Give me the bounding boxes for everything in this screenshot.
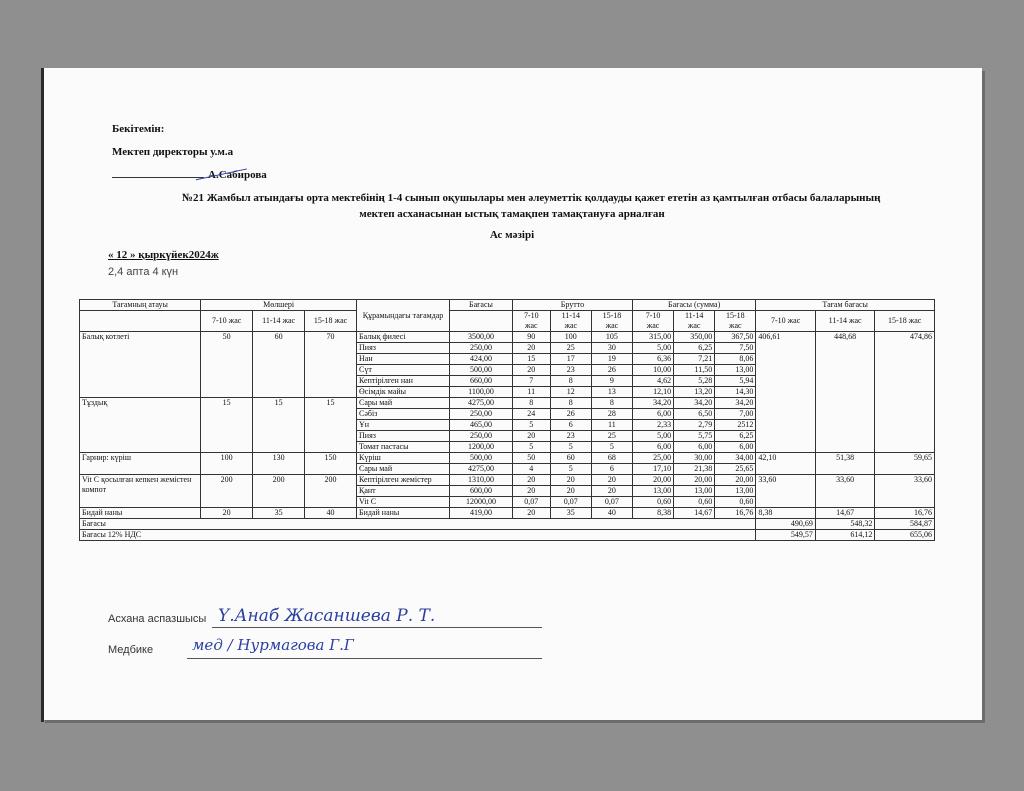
document-title-line1: №21 Жамбыл атындағы орта мектебінің 1-4 сынып оқушылары мен әлеуметтік қолдауды қажет ететін аз қамтылған отбасы балаларының bbox=[182, 192, 881, 204]
ingredient-name: Күріш bbox=[357, 453, 450, 464]
sum-cell: 0,60 bbox=[715, 497, 756, 508]
sum-cell: 20,00 bbox=[632, 475, 673, 486]
amount-cell: 130 bbox=[253, 453, 305, 475]
brutto-cell: 0,07 bbox=[550, 497, 591, 508]
approval-block bbox=[112, 118, 267, 187]
total-vat-value: 655,06 bbox=[875, 530, 935, 541]
sum-cell: 5,75 bbox=[674, 431, 715, 442]
brutto-age-11-14: 11-14 жас bbox=[550, 311, 591, 332]
amount-cell: 200 bbox=[201, 475, 253, 508]
sum-cell: 4,62 bbox=[632, 376, 673, 387]
dish-name: Гарнир: күріш bbox=[80, 453, 201, 475]
brutto-cell: 26 bbox=[591, 365, 632, 376]
sum-cell: 7,00 bbox=[715, 409, 756, 420]
header-price: Бағасы bbox=[450, 300, 513, 311]
dish-price-cell: 33,60 bbox=[875, 475, 935, 508]
sum-cell: 6,36 bbox=[632, 354, 673, 365]
menu-date: « 12 » қыркүйек2024ж bbox=[108, 249, 219, 261]
medic-label: Медбике bbox=[108, 644, 154, 656]
brutto-cell: 100 bbox=[550, 332, 591, 343]
brutto-cell: 68 bbox=[591, 453, 632, 464]
price-cell: 1310,00 bbox=[450, 475, 513, 486]
price-cell: 500,00 bbox=[450, 453, 513, 464]
sum-cell: 25,65 bbox=[715, 464, 756, 475]
sum-cell: 2,79 bbox=[674, 420, 715, 431]
brutto-cell: 8 bbox=[550, 398, 591, 409]
sum-cell: 6,00 bbox=[674, 442, 715, 453]
total-vat-row bbox=[80, 530, 935, 541]
total-vat-value: 614,12 bbox=[815, 530, 875, 541]
dish-price-cell: 42,10 bbox=[756, 453, 816, 475]
sum-cell: 6,00 bbox=[632, 442, 673, 453]
amount-cell: 35 bbox=[253, 508, 305, 519]
amount-cell: 60 bbox=[253, 332, 305, 398]
table-row bbox=[80, 475, 935, 486]
sum-cell: 13,00 bbox=[674, 486, 715, 497]
ingredient-name: Балық филесі bbox=[357, 332, 450, 343]
brutto-cell: 20 bbox=[512, 365, 550, 376]
brutto-cell: 5 bbox=[512, 420, 550, 431]
sum-cell: 8,38 bbox=[632, 508, 673, 519]
sum-cell: 17,10 bbox=[632, 464, 673, 475]
brutto-cell: 35 bbox=[550, 508, 591, 519]
sum-cell: 20,00 bbox=[674, 475, 715, 486]
sum-cell: 34,20 bbox=[715, 398, 756, 409]
sum-cell: 5,00 bbox=[632, 431, 673, 442]
sum-cell: 2512 bbox=[715, 420, 756, 431]
medic-signature: мед / Нурмагова Г.Г bbox=[192, 636, 354, 654]
price-cell: 250,00 bbox=[450, 431, 513, 442]
sum-cell: 6,25 bbox=[674, 343, 715, 354]
dish-price-cell: 59,65 bbox=[875, 453, 935, 475]
brutto-cell: 20 bbox=[512, 343, 550, 354]
price-cell: 660,00 bbox=[450, 376, 513, 387]
dish-price-age-11-14: 11-14 жас bbox=[815, 311, 875, 332]
brutto-cell: 90 bbox=[512, 332, 550, 343]
sum-cell: 11,50 bbox=[674, 365, 715, 376]
price-cell: 424,00 bbox=[450, 354, 513, 365]
sum-cell: 367,50 bbox=[715, 332, 756, 343]
header-sum: Бағасы (сумма) bbox=[632, 300, 755, 311]
dish-price-cell: 33,60 bbox=[815, 475, 875, 508]
sum-cell: 6,25 bbox=[715, 431, 756, 442]
price-cell: 600,00 bbox=[450, 486, 513, 497]
header-dish: Тағамның атауы bbox=[80, 300, 201, 311]
dish-price-cell: 14,67 bbox=[815, 508, 875, 519]
sum-cell: 30,00 bbox=[674, 453, 715, 464]
amount-cell: 40 bbox=[305, 508, 357, 519]
brutto-cell: 25 bbox=[550, 343, 591, 354]
brutto-cell: 6 bbox=[591, 464, 632, 475]
amount-cell: 200 bbox=[305, 475, 357, 508]
brutto-cell: 13 bbox=[591, 387, 632, 398]
amount-cell: 15 bbox=[253, 398, 305, 453]
sum-cell: 25,00 bbox=[632, 453, 673, 464]
sum-cell: 34,20 bbox=[632, 398, 673, 409]
dish-price-age-7-10: 7-10 жас bbox=[756, 311, 816, 332]
sum-cell: 14,30 bbox=[715, 387, 756, 398]
dish-price-cell: 406,61 bbox=[756, 332, 816, 453]
header-brutto: Брутто bbox=[512, 300, 632, 311]
dish-price-cell: 474,86 bbox=[875, 332, 935, 453]
cook-signature-line bbox=[212, 627, 542, 628]
brutto-cell: 20 bbox=[512, 508, 550, 519]
dish-price-cell: 33,60 bbox=[756, 475, 816, 508]
brutto-cell: 28 bbox=[591, 409, 632, 420]
brutto-cell: 20 bbox=[512, 431, 550, 442]
ingredient-name: Ұн bbox=[357, 420, 450, 431]
ingredient-name: Сәбіз bbox=[357, 409, 450, 420]
table-row bbox=[80, 332, 935, 343]
sum-cell: 6,00 bbox=[715, 442, 756, 453]
ingredient-name: Сары май bbox=[357, 464, 450, 475]
header-age-15-18: 15-18 жас bbox=[305, 311, 357, 332]
price-cell: 500,00 bbox=[450, 365, 513, 376]
brutto-cell: 25 bbox=[591, 431, 632, 442]
brutto-cell: 20 bbox=[550, 486, 591, 497]
menu-table bbox=[79, 299, 935, 541]
sum-age-7-10: 7-10 жас bbox=[632, 311, 673, 332]
brutto-cell: 23 bbox=[550, 365, 591, 376]
ingredient-name: Өсімдік майы bbox=[357, 387, 450, 398]
brutto-cell: 19 bbox=[591, 354, 632, 365]
sum-age-15-18: 15-18 жас bbox=[715, 311, 756, 332]
amount-cell: 15 bbox=[305, 398, 357, 453]
brutto-cell: 7 bbox=[512, 376, 550, 387]
price-cell: 3500,00 bbox=[450, 332, 513, 343]
ingredient-name: Бидай наны bbox=[357, 508, 450, 519]
total-value: 584,87 bbox=[875, 519, 935, 530]
cook-signature: Ү.Анаб Жасаншева Р. Т. bbox=[218, 606, 436, 626]
sum-cell: 5,00 bbox=[632, 343, 673, 354]
sum-cell: 315,00 bbox=[632, 332, 673, 343]
brutto-cell: 30 bbox=[591, 343, 632, 354]
price-cell: 4275,00 bbox=[450, 398, 513, 409]
price-cell: 4275,00 bbox=[450, 464, 513, 475]
brutto-cell: 20 bbox=[591, 486, 632, 497]
sum-cell: 13,00 bbox=[632, 486, 673, 497]
sum-cell: 13,00 bbox=[715, 486, 756, 497]
ingredient-name: Vit C bbox=[357, 497, 450, 508]
amount-cell: 50 bbox=[201, 332, 253, 398]
sum-cell: 0,60 bbox=[632, 497, 673, 508]
sum-cell: 10,00 bbox=[632, 365, 673, 376]
brutto-cell: 0,07 bbox=[512, 497, 550, 508]
price-cell: 1100,00 bbox=[450, 387, 513, 398]
brutto-age-15-18: 15-18 жас bbox=[591, 311, 632, 332]
price-cell: 250,00 bbox=[450, 343, 513, 354]
total-vat-label: Бағасы 12% НДС bbox=[80, 530, 756, 541]
brutto-cell: 9 bbox=[591, 376, 632, 387]
sum-cell: 5,94 bbox=[715, 376, 756, 387]
brutto-cell: 11 bbox=[512, 387, 550, 398]
dish-price-cell: 51,38 bbox=[815, 453, 875, 475]
brutto-cell: 5 bbox=[591, 442, 632, 453]
brutto-cell: 20 bbox=[512, 486, 550, 497]
sum-cell: 13,00 bbox=[715, 365, 756, 376]
table-row bbox=[80, 453, 935, 464]
approval-signer: А.Сабирова bbox=[208, 169, 267, 181]
total-value: 490,69 bbox=[756, 519, 816, 530]
ingredient-name: Томат пастасы bbox=[357, 442, 450, 453]
amount-cell: 200 bbox=[253, 475, 305, 508]
total-vat-value: 549,57 bbox=[756, 530, 816, 541]
ingredient-name: Кептірілген нан bbox=[357, 376, 450, 387]
signature-line bbox=[112, 177, 204, 178]
table-row bbox=[80, 508, 935, 519]
dish-price-age-15-18: 15-18 жас bbox=[875, 311, 935, 332]
cook-label: Асхана аспазшысы bbox=[108, 613, 207, 625]
brutto-cell: 5 bbox=[512, 442, 550, 453]
page-edge bbox=[41, 68, 44, 722]
sum-cell: 6,50 bbox=[674, 409, 715, 420]
sum-cell: 34,20 bbox=[674, 398, 715, 409]
document-page bbox=[42, 68, 982, 720]
brutto-cell: 8 bbox=[512, 398, 550, 409]
sum-cell: 0,60 bbox=[674, 497, 715, 508]
price-cell: 465,00 bbox=[450, 420, 513, 431]
brutto-cell: 11 bbox=[591, 420, 632, 431]
sum-cell: 14,67 bbox=[674, 508, 715, 519]
brutto-cell: 17 bbox=[550, 354, 591, 365]
approval-position: Мектеп директоры у.м.а bbox=[112, 146, 234, 158]
brutto-cell: 6 bbox=[550, 420, 591, 431]
sum-cell: 12,10 bbox=[632, 387, 673, 398]
dish-price-cell: 448,68 bbox=[815, 332, 875, 453]
sum-cell: 8,06 bbox=[715, 354, 756, 365]
amount-cell: 20 bbox=[201, 508, 253, 519]
header-age-11-14: 11-14 жас bbox=[253, 311, 305, 332]
sum-cell: 2,33 bbox=[632, 420, 673, 431]
ingredient-name: Нан bbox=[357, 354, 450, 365]
ingredient-name: Пияз bbox=[357, 431, 450, 442]
brutto-cell: 15 bbox=[512, 354, 550, 365]
ingredient-name: Сүт bbox=[357, 365, 450, 376]
brutto-cell: 24 bbox=[512, 409, 550, 420]
header-age-7-10: 7-10 жас bbox=[201, 311, 253, 332]
dish-price-cell: 8,38 bbox=[756, 508, 816, 519]
header-ingredients: Құрамындағы тағамдар bbox=[357, 300, 450, 332]
approval-heading: Бекітемін: bbox=[112, 123, 165, 135]
amount-cell: 150 bbox=[305, 453, 357, 475]
header-amount: Мөлшері bbox=[201, 300, 357, 311]
sum-age-11-14: 11-14 жас bbox=[674, 311, 715, 332]
brutto-age-7-10: 7-10 жас bbox=[512, 311, 550, 332]
brutto-cell: 12 bbox=[550, 387, 591, 398]
amount-cell: 100 bbox=[201, 453, 253, 475]
sum-cell: 7,50 bbox=[715, 343, 756, 354]
medic-signature-line bbox=[187, 658, 542, 659]
sum-cell: 21,38 bbox=[674, 464, 715, 475]
sum-cell: 34,00 bbox=[715, 453, 756, 464]
ingredient-name: Қант bbox=[357, 486, 450, 497]
brutto-cell: 60 bbox=[550, 453, 591, 464]
brutto-cell: 8 bbox=[591, 398, 632, 409]
price-cell: 250,00 bbox=[450, 409, 513, 420]
sum-cell: 16,76 bbox=[715, 508, 756, 519]
sum-cell: 350,00 bbox=[674, 332, 715, 343]
brutto-cell: 8 bbox=[550, 376, 591, 387]
brutto-cell: 20 bbox=[550, 475, 591, 486]
document-title-line2: мектеп асханасынан ыстық тамақпен тамақтануға арналған bbox=[359, 208, 665, 220]
dish-name: Тұздық bbox=[80, 398, 201, 453]
brutto-cell: 23 bbox=[550, 431, 591, 442]
price-cell: 12000,00 bbox=[450, 497, 513, 508]
dish-name: Бидай наны bbox=[80, 508, 201, 519]
sum-cell: 13,20 bbox=[674, 387, 715, 398]
ingredient-name: Сары май bbox=[357, 398, 450, 409]
brutto-cell: 26 bbox=[550, 409, 591, 420]
brutto-cell: 4 bbox=[512, 464, 550, 475]
menu-title: Ас мәзірі bbox=[489, 229, 535, 241]
brutto-cell: 5 bbox=[550, 464, 591, 475]
total-label: Бағасы bbox=[80, 519, 756, 530]
brutto-cell: 20 bbox=[512, 475, 550, 486]
amount-cell: 70 bbox=[305, 332, 357, 398]
total-value: 548,32 bbox=[815, 519, 875, 530]
brutto-cell: 5 bbox=[550, 442, 591, 453]
menu-week: 2,4 апта 4 күн bbox=[108, 266, 179, 278]
ingredient-name: Кептірілген жемістер bbox=[357, 475, 450, 486]
sum-cell: 7,21 bbox=[674, 354, 715, 365]
ingredient-name: Пияз bbox=[357, 343, 450, 354]
dish-name: Балық котлеті bbox=[80, 332, 201, 398]
brutto-cell: 20 bbox=[591, 475, 632, 486]
price-cell: 419,00 bbox=[450, 508, 513, 519]
dish-price-cell: 16,76 bbox=[875, 508, 935, 519]
brutto-cell: 105 bbox=[591, 332, 632, 343]
header-dish-price: Тағам бағасы bbox=[756, 300, 935, 311]
price-cell: 1200,00 bbox=[450, 442, 513, 453]
sum-cell: 6,00 bbox=[632, 409, 673, 420]
dish-name: Vit C қосылған кепкен жемістен компот bbox=[80, 475, 201, 508]
total-row bbox=[80, 519, 935, 530]
brutto-cell: 50 bbox=[512, 453, 550, 464]
sum-cell: 20,00 bbox=[715, 475, 756, 486]
brutto-cell: 40 bbox=[591, 508, 632, 519]
amount-cell: 15 bbox=[201, 398, 253, 453]
sum-cell: 5,28 bbox=[674, 376, 715, 387]
brutto-cell: 0,07 bbox=[591, 497, 632, 508]
